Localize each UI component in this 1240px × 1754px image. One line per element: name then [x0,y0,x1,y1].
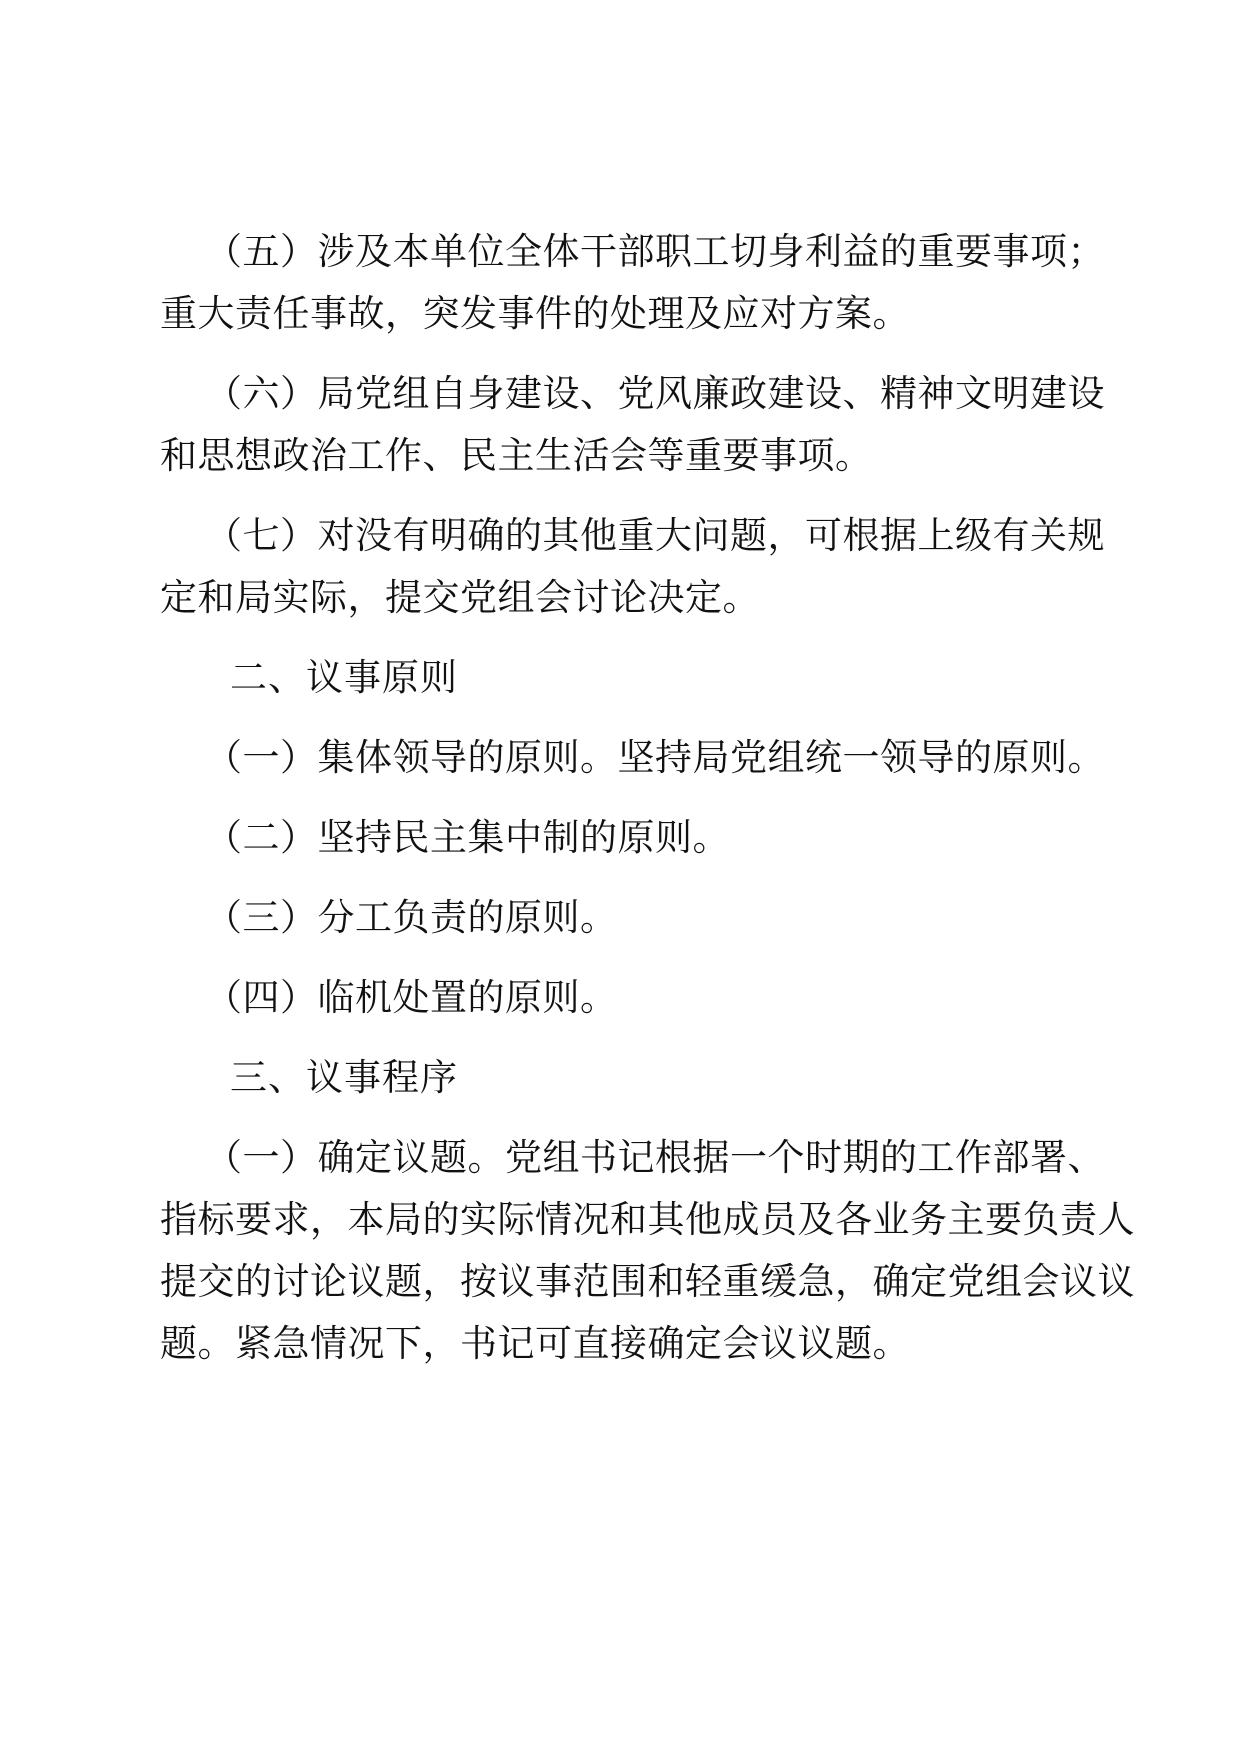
paragraph-7-line-2: 定和局实际，提交党组会讨论决定。 [160,576,760,619]
section-heading-principles: 二、议事原则 [230,656,458,699]
procedure-1-line-1: （一）确定议题。党组书记根据一个时期的工作部署、 [205,1136,1105,1179]
paragraph-5-line-2: 重大责任事故，突发事件的处理及应对方案。 [160,292,910,335]
principle-2: （二）坚持民主集中制的原则。 [205,816,730,859]
paragraph-7-line-1: （七）对没有明确的其他重大问题，可根据上级有关规 [205,514,1105,557]
principle-4: （四）临机处置的原则。 [205,976,618,1019]
paragraph-5-line-1: （五）涉及本单位全体干部职工切身利益的重要事项； [205,230,1105,273]
procedure-1-line-3: 提交的讨论议题，按议事范围和轻重缓急，确定党组会议议 [160,1260,1135,1303]
section-heading-procedure: 三、议事程序 [230,1056,458,1099]
paragraph-6-line-2: 和思想政治工作、民主生活会等重要事项。 [160,434,873,477]
procedure-1-line-4: 题。紧急情况下，书记可直接确定会议议题。 [160,1322,910,1365]
paragraph-6-line-1: （六）局党组自身建设、党风廉政建设、精神文明建设 [205,372,1105,415]
procedure-1-line-2: 指标要求，本局的实际情况和其他成员及各业务主要负责人 [160,1198,1135,1241]
principle-3: （三）分工负责的原则。 [205,896,618,939]
principle-1: （一）集体领导的原则。坚持局党组统一领导的原则。 [205,736,1105,779]
